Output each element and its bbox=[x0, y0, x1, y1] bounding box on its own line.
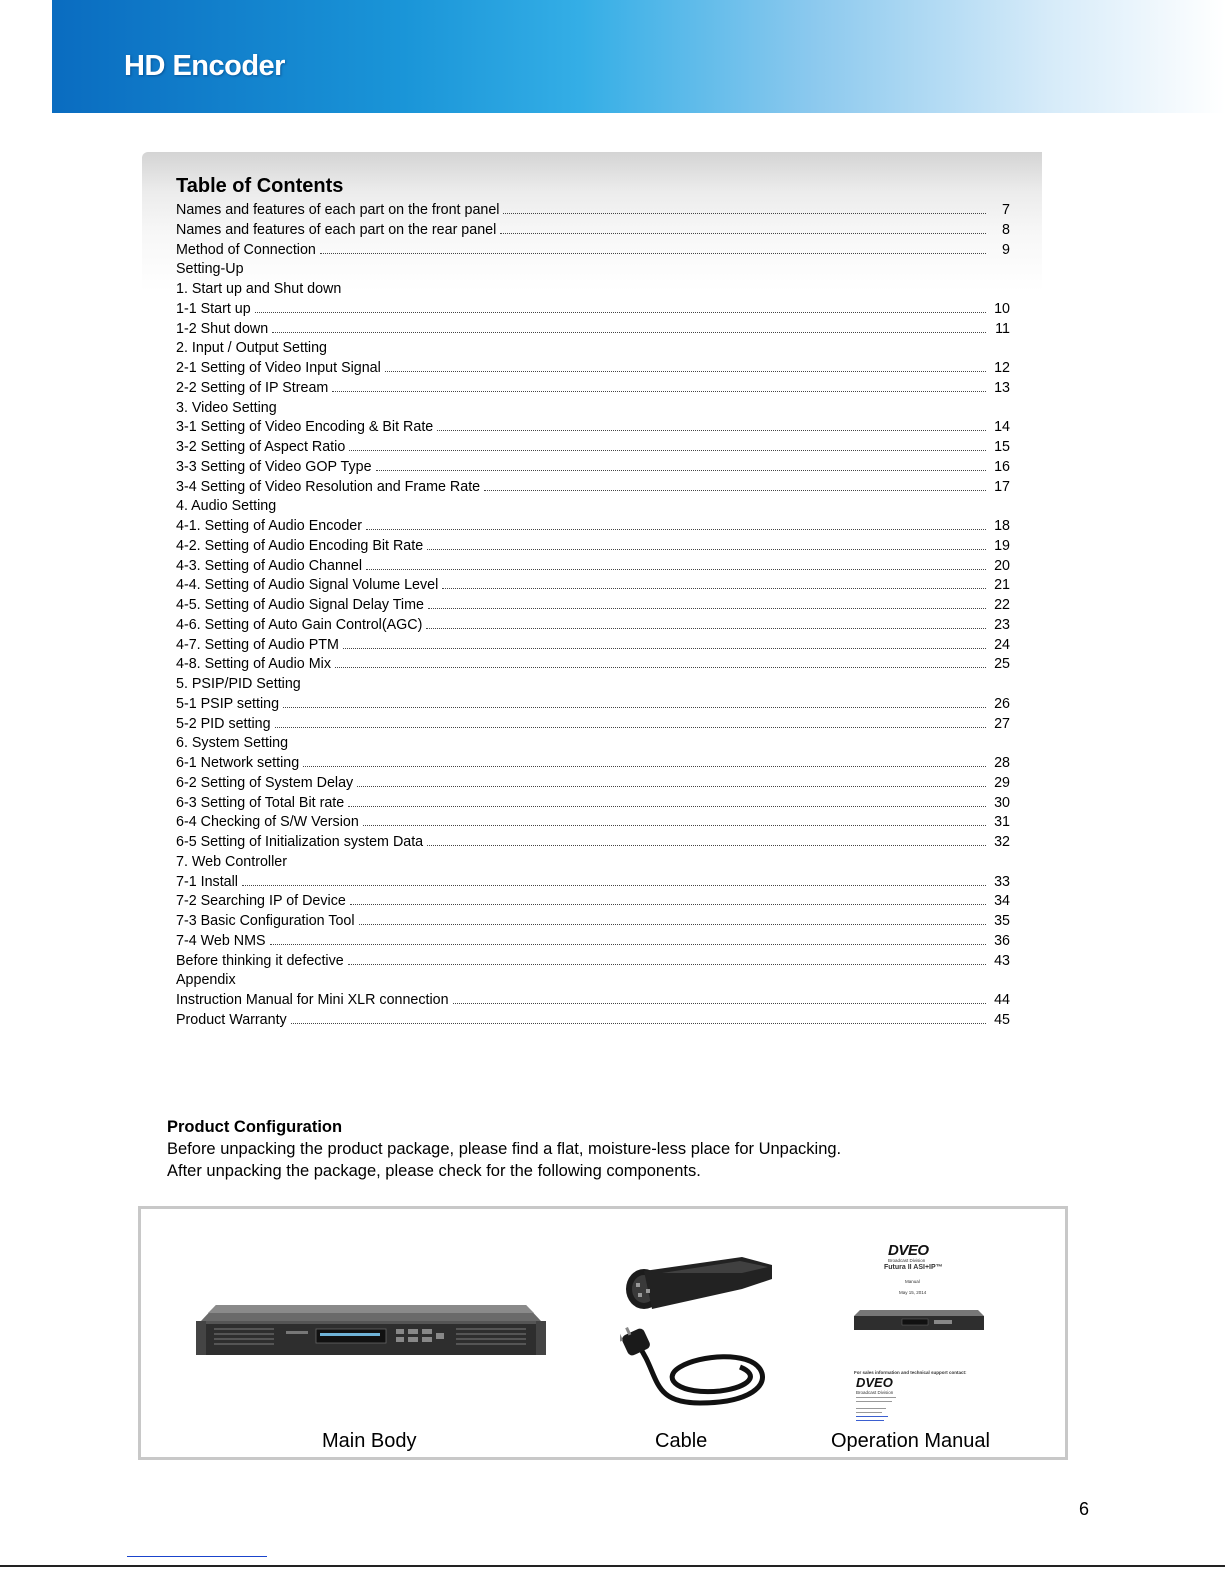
toc-entry[interactable] bbox=[176, 833, 1010, 853]
toc-entry-label: 7. Web Controller bbox=[176, 853, 287, 870]
toc-entry[interactable] bbox=[176, 873, 1010, 893]
toc-entry-page: 32 bbox=[994, 834, 1010, 850]
power-cable-image bbox=[620, 1325, 780, 1410]
toc-entry-page: 18 bbox=[994, 518, 1010, 534]
toc-entry-page: 45 bbox=[994, 1011, 1010, 1028]
toc-entry-page: 20 bbox=[994, 557, 1010, 574]
toc-entry[interactable] bbox=[176, 1011, 1010, 1031]
toc-entry-label: Method of Connection bbox=[176, 241, 316, 258]
toc-entry-page: 17 bbox=[994, 478, 1010, 495]
toc-dot-leader bbox=[335, 667, 986, 668]
toc-entry[interactable] bbox=[176, 438, 1010, 458]
toc-dot-leader bbox=[303, 766, 986, 767]
toc-dot-leader bbox=[270, 944, 986, 945]
toc-section-heading bbox=[176, 280, 1010, 300]
toc-entry[interactable] bbox=[176, 241, 1010, 261]
toc-section-heading bbox=[176, 971, 1010, 991]
toc-entry[interactable] bbox=[176, 794, 1010, 814]
toc-entry-label: 6-5 Setting of Initialization system Data bbox=[176, 834, 424, 850]
toc-dot-leader bbox=[357, 786, 986, 787]
toc-dot-leader bbox=[453, 1003, 986, 1004]
toc-entry-label: Appendix bbox=[176, 972, 236, 989]
manual-cover-date: May 15, 2014 bbox=[899, 1290, 927, 1295]
toc-entry-label: 6-1 Network setting bbox=[176, 755, 300, 771]
footer-rule bbox=[0, 1565, 1225, 1567]
toc-entry-label: Product Warranty bbox=[176, 1011, 287, 1028]
toc-entry-page: 26 bbox=[994, 695, 1010, 712]
toc-entry-label: 7-4 Web NMS bbox=[176, 932, 266, 949]
toc-dot-leader bbox=[283, 707, 986, 708]
toc-entry-page: 29 bbox=[994, 774, 1010, 791]
toc-entry-label: Names and features of each part on the front panel bbox=[176, 202, 500, 218]
toc-entry-page: 13 bbox=[994, 379, 1010, 396]
toc-entry-page: 7 bbox=[1002, 202, 1010, 218]
toc-entry-label: 4. Audio Setting bbox=[176, 498, 277, 515]
toc-dot-leader bbox=[349, 450, 986, 451]
toc-entry[interactable] bbox=[176, 695, 1010, 715]
toc-entry[interactable] bbox=[176, 576, 1010, 596]
toc-dot-leader bbox=[350, 904, 986, 905]
toc-entry[interactable] bbox=[176, 813, 1010, 833]
toc-entry-label: 3-2 Setting of Aspect Ratio bbox=[176, 439, 346, 455]
toc-entry[interactable] bbox=[176, 221, 1010, 241]
toc-entry-label: 1. Start up and Shut down bbox=[176, 281, 342, 297]
toc-entry-label: Instruction Manual for Mini XLR connection bbox=[176, 992, 449, 1008]
toc-entry[interactable] bbox=[176, 991, 1010, 1011]
toc-dot-leader bbox=[500, 233, 986, 234]
toc-entry-page: 23 bbox=[994, 616, 1010, 633]
toc-entry-label: 4-6. Setting of Auto Gain Control(AGC) bbox=[176, 616, 423, 633]
toc-heading: Table of Contents bbox=[176, 175, 344, 197]
toc-section-heading bbox=[176, 497, 1010, 517]
toc-entry-page: 28 bbox=[994, 755, 1010, 771]
toc-entry[interactable] bbox=[176, 912, 1010, 932]
toc-dot-leader bbox=[359, 924, 986, 925]
manual-cover-image bbox=[848, 1240, 988, 1425]
toc-entry-label: 2-1 Setting of Video Input Signal bbox=[176, 360, 381, 376]
toc-entry-page: 19 bbox=[994, 537, 1010, 554]
toc-entry-page: 36 bbox=[994, 932, 1010, 949]
toc-entry-page: 33 bbox=[994, 873, 1010, 890]
toc-entry[interactable] bbox=[176, 636, 1010, 656]
toc-dot-leader bbox=[255, 312, 986, 313]
toc-dot-leader bbox=[242, 885, 986, 886]
toc-entry[interactable] bbox=[176, 478, 1010, 498]
toc-dot-leader bbox=[275, 727, 986, 728]
toc-entry-label: Before thinking it defective bbox=[176, 952, 344, 969]
toc-entry-label: 6-2 Setting of System Delay bbox=[176, 774, 354, 791]
toc-entry-page: 12 bbox=[994, 360, 1010, 376]
toc-dot-leader bbox=[484, 490, 986, 491]
toc-list bbox=[176, 201, 1010, 1031]
toc-entry-page: 21 bbox=[994, 577, 1010, 594]
caption-cable: Cable bbox=[655, 1430, 708, 1452]
toc-entry-label: 1-2 Shut down bbox=[176, 320, 269, 337]
toc-entry[interactable] bbox=[176, 557, 1010, 577]
toc-entry-label: 1-1 Start up bbox=[176, 300, 251, 317]
toc-entry-page: 10 bbox=[994, 300, 1010, 317]
toc-entry-label: 7-1 Install bbox=[176, 873, 238, 890]
toc-entry-page: 25 bbox=[994, 656, 1010, 673]
toc-entry-page: 35 bbox=[994, 913, 1010, 929]
toc-entry-page: 16 bbox=[994, 458, 1010, 475]
toc-entry[interactable] bbox=[176, 754, 1010, 774]
toc-dot-leader bbox=[437, 430, 986, 431]
toc-entry[interactable] bbox=[176, 715, 1010, 735]
caption-main-body: Main Body bbox=[322, 1430, 417, 1452]
toc-section-heading bbox=[176, 675, 1010, 695]
toc-dot-leader bbox=[376, 470, 986, 471]
toc-entry[interactable] bbox=[176, 892, 1010, 912]
product-config-heading: Product Configuration bbox=[167, 1118, 343, 1136]
toc-entry-label: 4-4. Setting of Audio Signal Volume Level bbox=[176, 577, 439, 594]
footer-link-underline[interactable] bbox=[127, 1556, 267, 1557]
toc-entry[interactable] bbox=[176, 359, 1010, 379]
mini-xlr-connector-image bbox=[622, 1245, 778, 1317]
toc-section-heading bbox=[176, 399, 1010, 419]
toc-dot-leader bbox=[426, 628, 986, 629]
manual-cover-sales-note: For sales information and technical support contact: bbox=[854, 1370, 967, 1375]
toc-entry[interactable] bbox=[176, 458, 1010, 478]
toc-entry-page: 22 bbox=[994, 597, 1010, 613]
toc-entry-label: 3. Video Setting bbox=[176, 399, 277, 416]
toc-entry[interactable] bbox=[176, 537, 1010, 557]
toc-entry-label: 4-8. Setting of Audio Mix bbox=[176, 656, 331, 673]
toc-entry-label: 7-3 Basic Configuration Tool bbox=[176, 913, 355, 929]
toc-entry-label: 4-7. Setting of Audio PTM bbox=[176, 636, 339, 653]
toc-entry-page: 27 bbox=[994, 715, 1010, 732]
toc-dot-leader bbox=[348, 964, 986, 965]
toc-entry-page: 24 bbox=[994, 636, 1010, 653]
toc-entry[interactable] bbox=[176, 300, 1010, 320]
toc-dot-leader bbox=[366, 529, 986, 530]
toc-entry-label: 2-2 Setting of IP Stream bbox=[176, 379, 329, 396]
toc-dot-leader bbox=[363, 825, 986, 826]
toc-entry-label: 4-3. Setting of Audio Channel bbox=[176, 557, 362, 574]
toc-entry[interactable] bbox=[176, 201, 1010, 221]
toc-entry[interactable] bbox=[176, 320, 1010, 340]
toc-entry-label: 2. Input / Output Setting bbox=[176, 340, 328, 357]
dveo-logo: DVEO bbox=[888, 1242, 929, 1259]
toc-entry[interactable] bbox=[176, 379, 1010, 399]
dveo-logo-small: DVEO bbox=[856, 1375, 893, 1390]
toc-entry-page: 14 bbox=[994, 419, 1010, 436]
page-number: 6 bbox=[1079, 1499, 1090, 1519]
toc-entry-page: 34 bbox=[994, 893, 1010, 910]
toc-section-heading bbox=[176, 734, 1010, 754]
manual-cover-product: Futura II ASI+IP™ bbox=[884, 1264, 943, 1271]
toc-entry-label: 5. PSIP/PID Setting bbox=[176, 676, 301, 692]
toc-entry-page: 44 bbox=[994, 992, 1010, 1008]
toc-section-heading bbox=[176, 853, 1010, 873]
toc-entry-page: 9 bbox=[1002, 241, 1010, 258]
toc-dot-leader bbox=[272, 332, 986, 333]
toc-entry-label: Setting-Up bbox=[176, 261, 244, 278]
toc-dot-leader bbox=[442, 588, 986, 589]
toc-entry-label: 4-5. Setting of Audio Signal Delay Time bbox=[176, 597, 424, 613]
toc-entry-label: 4-1. Setting of Audio Encoder bbox=[176, 518, 362, 534]
toc-dot-leader bbox=[343, 648, 986, 649]
dveo-logo-small-sub: Broadcast Division bbox=[856, 1390, 894, 1395]
toc-dot-leader bbox=[427, 845, 986, 846]
caption-operation-manual: Operation Manual bbox=[831, 1430, 990, 1452]
manual-cover-unit-image bbox=[854, 1304, 984, 1334]
toc-dot-leader bbox=[320, 253, 986, 254]
toc-entry-label: 3-4 Setting of Video Resolution and Frame Rate bbox=[176, 478, 481, 495]
toc-dot-leader bbox=[366, 569, 986, 570]
toc-section-heading bbox=[176, 339, 1010, 359]
toc-dot-leader bbox=[428, 608, 986, 609]
toc-entry-label: 3-3 Setting of Video GOP Type bbox=[176, 458, 372, 475]
toc-dot-leader bbox=[503, 213, 986, 214]
product-config-line-2: After unpacking the package, please check for the following components. bbox=[167, 1162, 701, 1180]
product-config-line-1: Before unpacking the product package, please find a flat, moisture-less place for Unpacking. bbox=[167, 1140, 842, 1158]
toc-entry[interactable] bbox=[176, 932, 1010, 952]
toc-entry-label: 6. System Setting bbox=[176, 735, 289, 752]
page-header-title: HD Encoder bbox=[124, 50, 285, 82]
manual-cover-doc: Manual bbox=[905, 1279, 920, 1284]
toc-entry[interactable] bbox=[176, 655, 1010, 675]
toc-entry[interactable] bbox=[176, 596, 1010, 616]
toc-entry-page: 31 bbox=[994, 814, 1010, 831]
toc-entry[interactable] bbox=[176, 616, 1010, 636]
toc-entry-page: 8 bbox=[1002, 221, 1010, 238]
toc-entry-label: Names and features of each part on the rear panel bbox=[176, 221, 497, 238]
toc-entry-page: 11 bbox=[995, 320, 1010, 337]
toc-entry-page: 15 bbox=[994, 439, 1010, 455]
encoder-rack-unit-image bbox=[196, 1283, 546, 1363]
toc-entry-label: 5-2 PID setting bbox=[176, 715, 271, 732]
toc-entry-label: 7-2 Searching IP of Device bbox=[176, 893, 346, 910]
toc-section-heading bbox=[176, 260, 1010, 280]
toc-entry[interactable] bbox=[176, 517, 1010, 537]
toc-entry-label: 3-1 Setting of Video Encoding & Bit Rate bbox=[176, 419, 434, 436]
toc-dot-leader bbox=[348, 806, 986, 807]
toc-entry[interactable] bbox=[176, 418, 1010, 438]
toc-dot-leader bbox=[427, 549, 986, 550]
toc-entry-page: 30 bbox=[994, 794, 1010, 811]
toc-dot-leader bbox=[332, 391, 986, 392]
toc-entry-label: 6-3 Setting of Total Bit rate bbox=[176, 794, 345, 811]
toc-entry-label: 5-1 PSIP setting bbox=[176, 695, 280, 712]
toc-entry[interactable] bbox=[176, 774, 1010, 794]
toc-entry[interactable] bbox=[176, 952, 1010, 972]
toc-dot-leader bbox=[385, 371, 986, 372]
toc-entry-page: 43 bbox=[994, 952, 1010, 969]
toc-dot-leader bbox=[291, 1023, 986, 1024]
toc-entry-label: 6-4 Checking of S/W Version bbox=[176, 814, 359, 831]
toc-entry-label: 4-2. Setting of Audio Encoding Bit Rate bbox=[176, 537, 424, 554]
dveo-logo-sub: Broadcast Division bbox=[888, 1258, 926, 1263]
